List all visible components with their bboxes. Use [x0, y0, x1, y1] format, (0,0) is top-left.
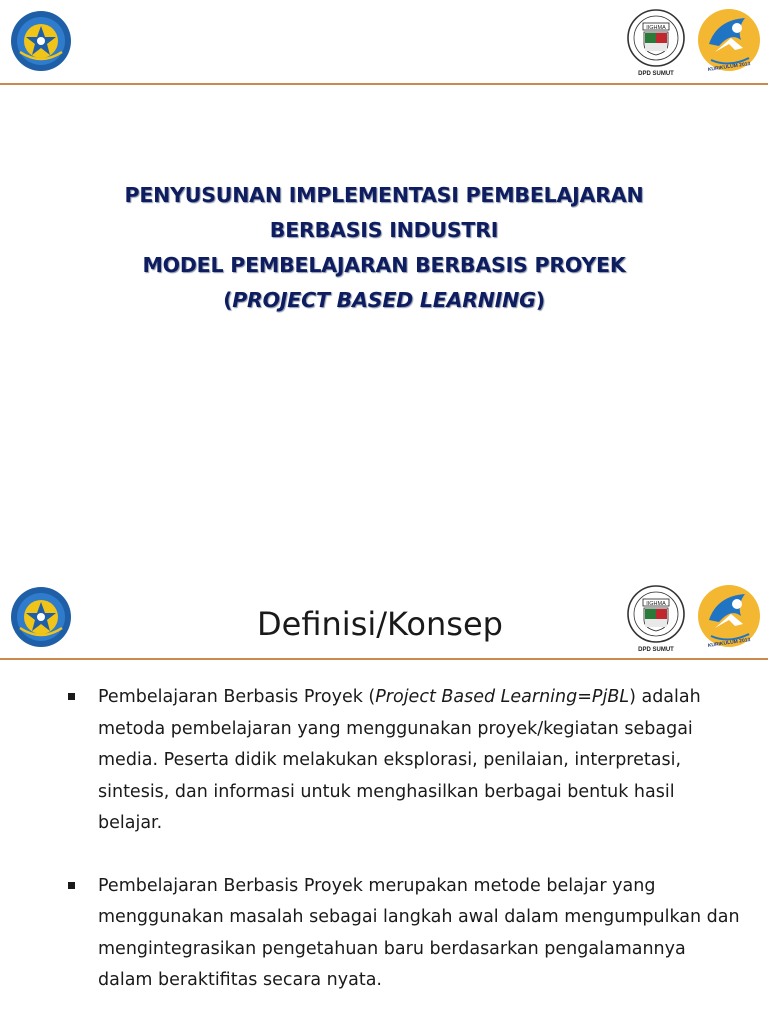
seal-caption: DPD SUMUT [638, 647, 674, 653]
tut-wuri-handayani-emblem-icon [10, 10, 72, 72]
bullet-1-text-end: ) adalah metoda pembelajaran yang menggunakan proyek/kegiatan sebagai media. Peserta didik melakukan eksplorasi, penilaian, interpretasi, sintesis, dan informasi untuk menghasilkan berbagai bentuk hasil belajar. [98, 687, 701, 833]
title-paren-close: ) [535, 288, 545, 312]
square-bullet-icon [68, 882, 75, 889]
title-line-2: BERBASIS INDUSTRI [269, 218, 499, 242]
kurikulum-2013-logo-icon [697, 582, 761, 650]
kurikulum-2013-logo-icon [697, 6, 761, 74]
slide-1 [0, 0, 768, 512]
bullet-2-text: Pembelajaran Berbasis Proyek merupakan metode belajar yang menggunakan masalah sebagai langkah awal dalam mengumpulkan dan mengintegrasikan pengetahuan baru berdasarkan pengalamannya dalam beraktifitas secara nyata. [98, 875, 740, 990]
header-divider [0, 658, 768, 660]
header-divider [0, 83, 768, 85]
definition-bullet-2 [60, 871, 740, 997]
bullet-1-text-start: Pembelajaran Berbasis Proyek ( [98, 687, 376, 707]
seal-caption: DPD SUMUT [638, 71, 674, 77]
tut-wuri-handayani-emblem-icon [10, 586, 72, 648]
title-line-4 [20, 283, 748, 318]
iighma-seal-icon [624, 8, 688, 78]
iighma-seal-icon [624, 584, 688, 654]
bullet-1-italic-term: Project Based Learning=PjBL [375, 687, 630, 707]
definition-list [60, 682, 740, 1028]
seal-text: IIGHMA [646, 601, 666, 607]
slide-heading: Definisi/Konsep [257, 605, 503, 643]
slide-2 [0, 576, 768, 1024]
kurikulum-text: KURIKULUM 2013 [707, 637, 751, 649]
title-italic-term: PROJECT BASED LEARNING [232, 288, 536, 312]
title-line-3: MODEL PEMBELAJARAN BERBASIS PROYEK [142, 253, 626, 277]
slide-gap [0, 512, 768, 576]
title-line-1: PENYUSUNAN IMPLEMENTASI PEMBELAJARAN [124, 183, 644, 207]
title-paren-open: ( [223, 288, 233, 312]
definition-bullet-1 [60, 682, 740, 840]
seal-text: IIGHMA [646, 25, 666, 31]
square-bullet-icon [68, 693, 75, 700]
kurikulum-text: KURIKULUM 2013 [707, 61, 751, 73]
presentation-title [20, 178, 748, 318]
